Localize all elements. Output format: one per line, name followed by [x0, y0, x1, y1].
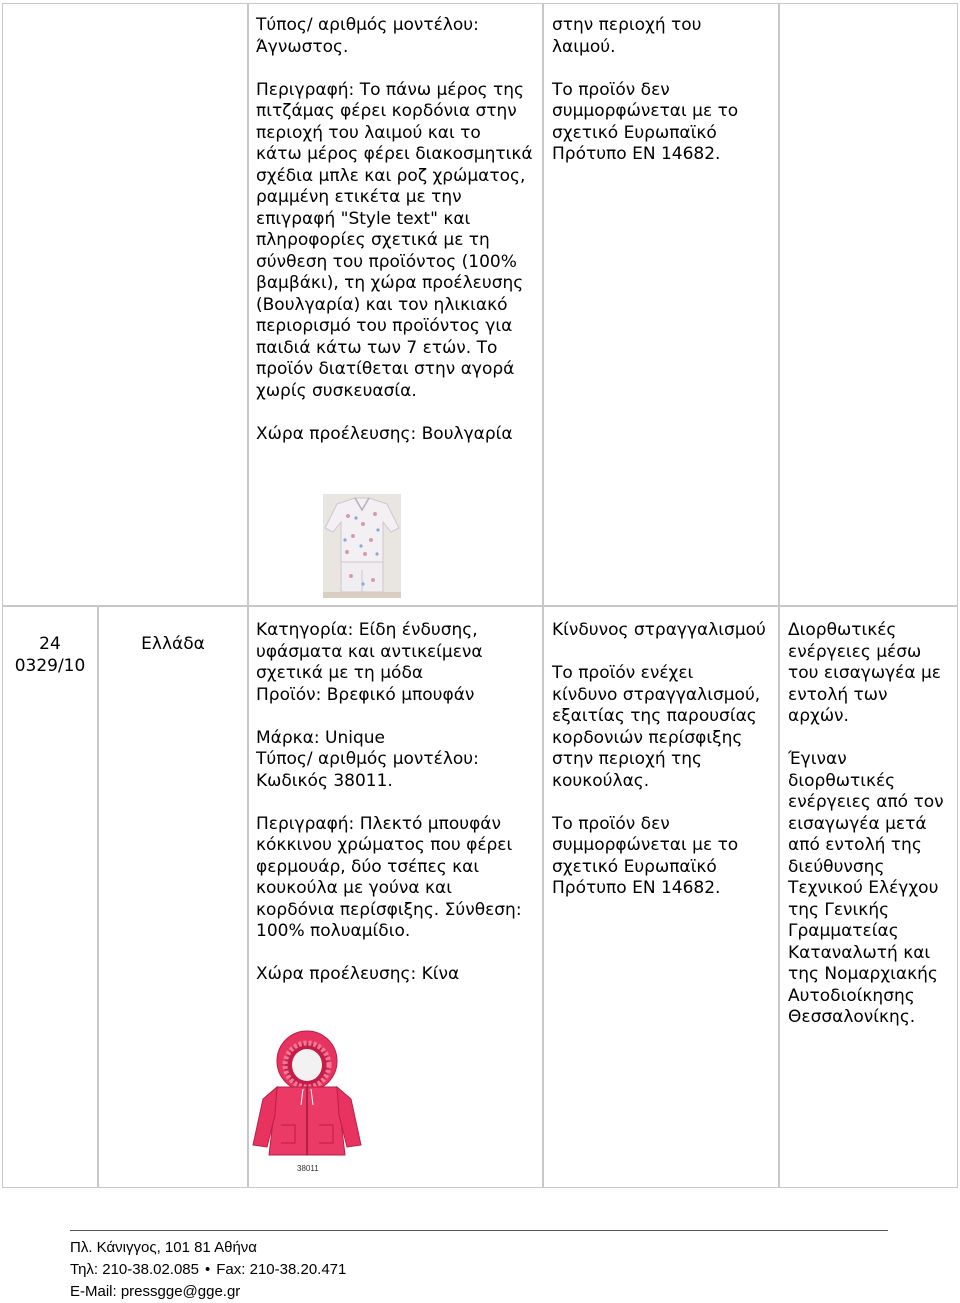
text-line: σχετικό Ευρωπαϊκό — [552, 856, 717, 877]
text-line: φερμουάρ, δύο τσέπες και — [256, 856, 480, 877]
pajama-photo — [323, 494, 401, 598]
measures-cell — [779, 606, 958, 1188]
text-line: περιορισμό του προϊόντος για — [256, 316, 513, 336]
text-line: κουκούλα με γούνα και — [256, 878, 452, 898]
text-line: Τύπος/ αριθμός μοντέλου: — [256, 15, 479, 35]
text-line: κορδονιών περίσφιξης — [552, 727, 743, 748]
text-line: Πρότυπο EN 14682. — [552, 144, 721, 164]
text-line: πληροφορίες σχετικά με τη — [256, 230, 490, 250]
text-line: αρχών. — [788, 706, 849, 726]
risk-text-continued — [552, 15, 778, 58]
footer-contacts — [70, 1259, 346, 1281]
text-line: Θεσσαλονίκης. — [788, 1007, 916, 1027]
text-line: σχετικό Ευρωπαϊκό — [552, 122, 717, 143]
pajama-image — [323, 494, 401, 598]
description-block — [256, 814, 542, 943]
measures-block-2 — [788, 749, 957, 1029]
text-line: Καταναλωτή και — [788, 942, 931, 963]
origin-text: Χώρα προέλευσης: Κίνα — [256, 964, 460, 984]
text-line: κόκκινου χρώματος που φέρει — [256, 835, 513, 855]
text-line: Αυτοδιοίκησης — [788, 985, 915, 1006]
text-line: χωρίς συσκευασία. — [256, 380, 417, 401]
text-line: περιοχή του λαιμού και το — [256, 122, 481, 143]
text-line: κάτω μέρος φέρει διακοσμητικά — [256, 144, 533, 164]
footer-address: Πλ. Κάνιγγος, 101 81 Αθήνα — [70, 1239, 257, 1256]
text-line: Κωδικός 38011. — [256, 770, 393, 791]
standard-noncompliance-text — [552, 80, 778, 166]
text-line: του εισαγωγέα με — [788, 663, 941, 683]
text-line: από εντολή της — [788, 835, 922, 855]
top-row-product-cell — [248, 3, 543, 606]
text-line: Μάρκα: Unique — [256, 727, 385, 748]
row-number-cell — [2, 606, 98, 1188]
jacket-image-code: 38011 — [297, 1164, 319, 1173]
text-line: πιτζάμας φέρει κορδόνια στην — [256, 101, 517, 121]
text-line: επιγραφή "Style text" και — [256, 208, 471, 229]
product-cell — [248, 606, 543, 1188]
top-row-risk-cell — [543, 3, 779, 606]
text-line: Πρότυπο EN 14682. — [552, 878, 721, 898]
text-line: (Βουλγαρία) και τον ηλικιακό — [256, 294, 508, 315]
text-line: Άγνωστος. — [256, 36, 349, 57]
footer-divider — [70, 1230, 888, 1231]
jacket-photo — [249, 1025, 369, 1185]
text-line: Κατηγορία: Είδη ένδυσης, — [256, 620, 478, 640]
text-line: διορθωτικές — [788, 770, 896, 791]
text-line: υφάσματα και αντικείμενα — [256, 641, 483, 662]
footer-separator: • — [205, 1261, 211, 1278]
measures-block-1 — [788, 620, 957, 728]
text-line: εντολή των — [788, 684, 888, 705]
footer — [70, 1237, 346, 1303]
text-line: εισαγωγέα μετά — [788, 813, 927, 834]
text-line: προϊόν διατίθεται στην αγορά — [256, 359, 515, 379]
standard-noncompliance-text — [552, 814, 778, 900]
text-line: 100% πολυαμίδιο. — [256, 921, 411, 941]
text-line: ραμμένη ετικέτα με την — [256, 187, 462, 207]
text-line: Περιγραφή: Πλεκτό μπουφάν — [256, 813, 501, 834]
text-line: κουκούλας. — [552, 770, 650, 791]
text-line: συμμορφώνεται με το — [552, 101, 739, 121]
country-name: Ελλάδα — [141, 634, 205, 654]
text-line: παιδιά κάτω των 7 ετών. Το — [256, 337, 498, 358]
text-line: Το προϊόν ενέχει — [552, 663, 694, 683]
text-line: Γραμματείας — [788, 921, 899, 941]
notification-ref: 0329/10 — [14, 655, 86, 676]
text-line: Έγιναν — [788, 749, 847, 769]
text-line: Προϊόν: Βρεφικό μπουφάν — [256, 684, 475, 705]
text-line: Διορθωτικές — [788, 620, 897, 640]
category-product-block — [256, 620, 542, 706]
text-line: της Γενικής — [788, 899, 890, 920]
footer-email[interactable]: E-Mail: pressgge@gge.gr — [70, 1283, 241, 1300]
risk-cell — [543, 606, 779, 1188]
text-line: διεύθυνσης — [788, 856, 885, 877]
brand-model-block — [256, 728, 542, 793]
text-line: λαιμού. — [552, 36, 616, 57]
text-line: ενέργειες μέσω — [788, 641, 922, 662]
text-line: εξαιτίας της παρουσίας — [552, 706, 757, 726]
text-line: της Νομαρχιακής — [788, 964, 938, 984]
top-row-measures-cell — [779, 3, 958, 606]
text-line: κίνδυνο στραγγαλισμού, — [552, 684, 761, 705]
risk-title: Κίνδυνος στραγγαλισμού — [552, 620, 766, 640]
text-line: Το προϊόν δεν — [552, 813, 670, 834]
text-line: σχετικά με τη μόδα — [256, 663, 424, 683]
risk-description — [552, 663, 778, 792]
jacket-image — [249, 1025, 369, 1185]
top-row-empty-cell-1 — [2, 3, 248, 606]
text-line: σχέδια μπλε και ροζ χρώματος, — [256, 165, 526, 186]
text-line: Το προϊόν δεν — [552, 79, 670, 100]
model-info-block — [256, 15, 542, 58]
text-line: στην περιοχή του — [552, 15, 702, 35]
text-line: βαμβάκι), τη χώρα προέλευσης — [256, 273, 524, 293]
text-line: Τύπος/ αριθμός μοντέλου: — [256, 749, 479, 769]
text-line: Τεχνικού Ελέγχου — [788, 878, 939, 898]
notification-number: 24 — [39, 634, 61, 654]
footer-fax: Fax: 210-38.20.471 — [216, 1261, 347, 1278]
text-line: στην περιοχή της — [552, 749, 703, 769]
text-line: ενέργειες από τον — [788, 792, 944, 812]
description-block — [256, 80, 542, 403]
text-line: κορδόνια περίσφιξης. Σύνθεση: — [256, 899, 522, 920]
text-line: Περιγραφή: Το πάνω μέρος της — [256, 79, 525, 100]
country-cell — [98, 606, 248, 1188]
footer-phone: Τηλ: 210-38.02.085 — [70, 1261, 199, 1278]
text-line: συμμορφώνεται με το — [552, 835, 739, 855]
origin-text: Χώρα προέλευσης: Βουλγαρία — [256, 423, 513, 444]
text-line: σύνθεση του προϊόντος (100% — [256, 251, 517, 272]
